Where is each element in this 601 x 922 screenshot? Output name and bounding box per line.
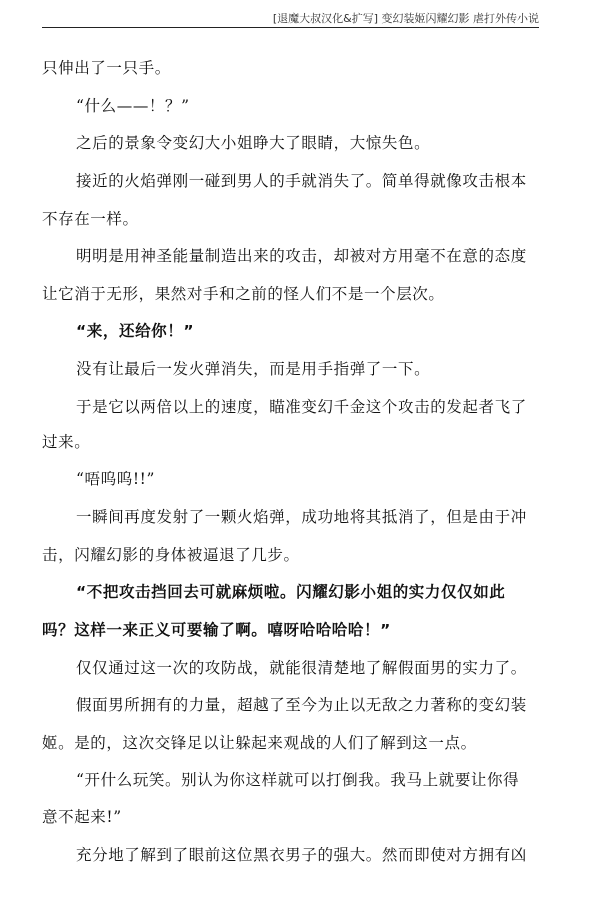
page-header: [退魔大叔汉化&扩写] 变幻装姬闪耀幻影 虐打外传小说 [272, 12, 539, 25]
text-line: 意不起来!” [42, 808, 122, 826]
text-line: 接近的火焰弹刚一碰到男人的手就消失了。简单得就像攻击根本 [76, 172, 527, 190]
text-line: “唔呜呜!!” [76, 470, 156, 488]
text-line: 没有让最后一发火弹消失，而是用手指弹了一下。 [76, 360, 431, 378]
text-line: 一瞬间再度发射了一颗火焰弹，成功地将其抵消了，但是由于冲 [76, 508, 527, 526]
text-line: 充分地了解到了眼前这位黑衣男子的强大。然而即使对方拥有凶 [76, 846, 527, 864]
text-line: “什么——！？” [76, 97, 190, 115]
text-line: 姬。是的，这次交锋足以让躲起来观战的人们了解到这一点。 [42, 734, 477, 752]
text-line: 于是它以两倍以上的速度，瞄准变幻千金这个攻击的发起者飞了 [76, 398, 527, 416]
text-line: “来，还给你！” [76, 322, 195, 340]
text-line: 假面男所拥有的力量，超越了至今为止以无敌之力著称的变幻装 [76, 696, 527, 714]
text-line: 吗？这样一来正义可要输了啊。嘻呀哈哈哈哈！” [42, 621, 391, 639]
text-line: 只伸出了一只手。 [42, 59, 171, 77]
text-line: “开什么玩笑。别认为你这样就可以打倒我。我马上就要让你得 [76, 771, 520, 789]
text-line: 击，闪耀幻影的身体被逼退了几步。 [42, 546, 300, 564]
text-line: 过来。 [42, 433, 91, 451]
text-line: “不把攻击挡回去可就麻烦啦。闪耀幻影小姐的实力仅仅如此 [76, 583, 506, 601]
text-line: 明明是用神圣能量制造出来的攻击，却被对方用毫不在意的态度 [76, 247, 527, 265]
text-line: 让它消于无形，果然对手和之前的怪人们不是一个层次。 [42, 285, 445, 303]
text-line: 仅仅通过这一次的攻防战，就能很清楚地了解假面男的实力了。 [76, 659, 527, 677]
text-line: 不存在一样。 [42, 210, 139, 228]
text-line: 之后的景象令变幻大小姐睁大了眼睛，大惊失色。 [76, 134, 431, 152]
